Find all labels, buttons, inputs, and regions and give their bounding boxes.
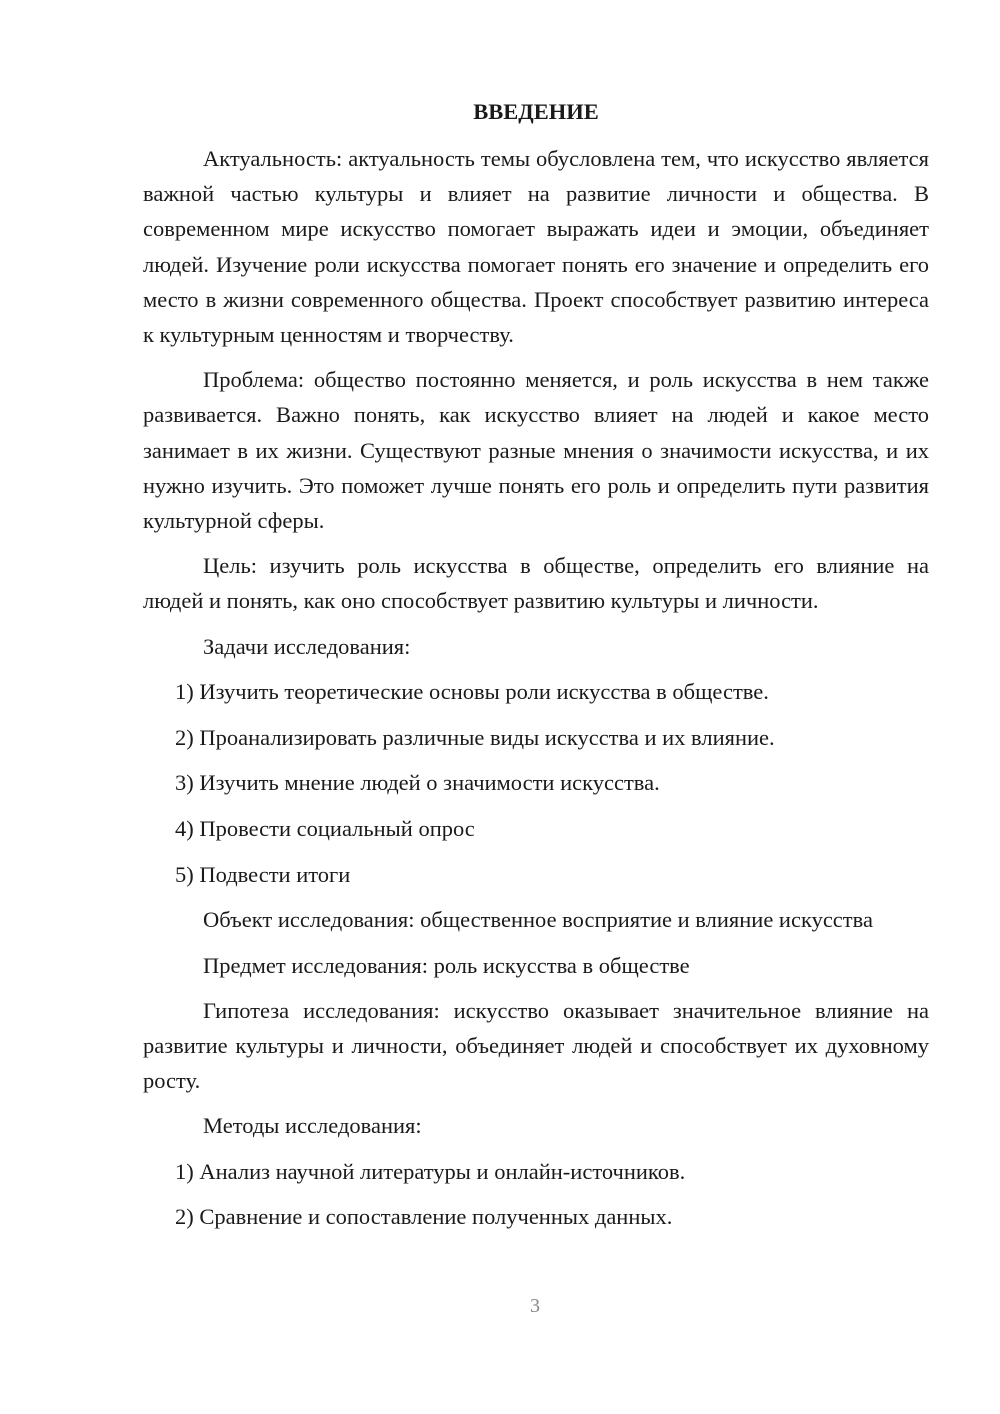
hypothesis-paragraph: Гипотеза исследования: искусство оказывает значительное влияние на развитие культуры и личности, объединяет людей и способствует их духовному росту. xyxy=(143,997,929,1094)
method-item: 1) Анализ научной литературы и онлайн-источников. xyxy=(175,1158,686,1184)
problem-paragraph: Проблема: общество постоянно меняется, и роль искусства в нем также развивается. Важно понять, как искусство влияет на людей и какое место занимает в их жизни. Существуют разные мнения о значимости искусства, и их нужно изучить. Это поможет лучше понять его роль и определить пути развития культурной сферы. xyxy=(143,367,929,534)
task-item: 5) Подвести итоги xyxy=(175,861,351,887)
goal-paragraph: Цель: изучить роль искусства в обществе, определить его влияние на людей и понять, как оно способствует развитию культуры и личности. xyxy=(143,553,929,614)
subject-paragraph: Предмет исследования: роль искусства в обществе xyxy=(203,952,690,978)
task-item: 3) Изучить мнение людей о значимости искусства. xyxy=(175,770,660,796)
tasks-heading: Задачи исследования: xyxy=(203,633,411,659)
object-paragraph: Объект исследования: общественное восприятие и влияние искусства xyxy=(203,907,873,933)
method-item: 2) Сравнение и сопоставление полученных данных. xyxy=(175,1204,673,1230)
document-page xyxy=(143,94,929,1245)
task-item: 1) Изучить теоретические основы роли искусства в обществе. xyxy=(175,678,769,704)
methods-heading: Методы исследования: xyxy=(203,1113,422,1139)
document-title: ВВЕДЕНИЕ xyxy=(473,99,599,124)
relevance-paragraph: Актуальность: актуальность темы обусловлена тем, что искусство является важной частью культуры и влияет на развитие личности и общества. В современном мире искусство помогает выражать идеи и эмоции, объединяет людей. Изучение роли искусства помогает понять его значение и определить его место в жизни современного общества. Проект способствует развитию интереса к культурным ценностям и творчеству. xyxy=(143,146,929,348)
page-number: 3 xyxy=(530,1295,540,1317)
task-item: 2) Проанализировать различные виды искусства и их влияние. xyxy=(175,724,775,750)
task-item: 4) Провести социальный опрос xyxy=(175,815,475,841)
